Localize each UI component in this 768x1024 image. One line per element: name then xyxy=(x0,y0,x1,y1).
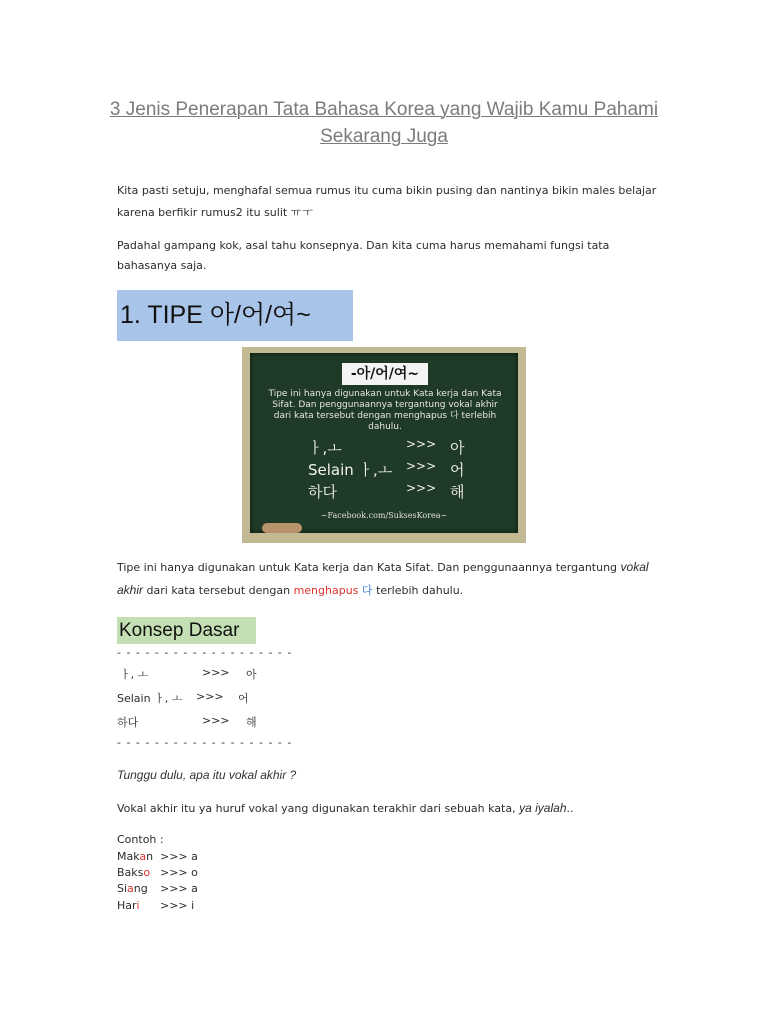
board-footer: ~Facebook.com/SuksesKorea~ xyxy=(320,511,448,520)
page-title: 3 Jenis Penerapan Tata Bahasa Korea yang Wajib Kamu Pahami Sekarang Juga xyxy=(109,99,659,147)
konsep-cond: 하다 xyxy=(117,716,139,729)
chalkboard-image xyxy=(242,347,526,543)
sad-emote: ㅠㅜ xyxy=(290,206,314,219)
board-arrow: >>> xyxy=(406,437,437,451)
konsep-result: 아 xyxy=(246,668,257,681)
konsep-arrow: >>> xyxy=(196,690,224,703)
board-description: Tipe ini hanya digunakan untuk Kata kerja dan Kata Sifat. Dan penggunaannya tergantung vokal akhir dari kata tersebut dengan menghapus 다 terlebih dahulu. xyxy=(268,389,502,432)
section-heading-konsep: Konsep Dasar xyxy=(117,617,256,644)
board-arrow: >>> xyxy=(406,481,437,495)
ya-iyalah-emphasis: ya iyalah xyxy=(519,801,567,815)
section-heading-tipe: 1. TIPE 아/어/여~ xyxy=(117,290,353,341)
board-arrow: >>> xyxy=(406,459,437,473)
intro-text: Kita pasti setuju, menghafal semua rumus itu cuma bikin pusing dan nantinya bikin males belajar karena berfikir rumus2 itu sulit xyxy=(117,184,657,219)
contoh-label: Contoh : xyxy=(117,833,164,846)
dash-divider: - - - - - - - - - - - - - - - - - - - xyxy=(117,646,293,659)
konsep-cond: ㅏ, ㅗ xyxy=(120,668,149,681)
dash-divider: - - - - - - - - - - - - - - - - - - - xyxy=(117,736,293,749)
chalkboard xyxy=(250,353,518,533)
board-result: 어 xyxy=(450,461,465,479)
question-text: Tunggu dulu, apa itu vokal akhir ? xyxy=(117,768,297,782)
example-arrow: >>> i xyxy=(160,899,195,912)
konsep-arrow: >>> xyxy=(202,714,230,727)
eraser xyxy=(262,523,302,533)
example-arrow: >>> a xyxy=(160,882,198,895)
example-word: Siang xyxy=(117,882,148,895)
konsep-result: 어 xyxy=(238,692,249,705)
da-highlight: 다 xyxy=(361,584,373,597)
board-result: 아 xyxy=(450,439,465,457)
board-cond: ㅏ,ㅗ xyxy=(308,439,342,457)
explanation-paragraph: Tipe ini hanya digunakan untuk Kata kerja dan Kata Sifat. Dan penggunaannya tergantung vokal akhir dari kata tersebut dengan menghapus 다 terlebih dahulu. xyxy=(117,560,649,597)
board-cond: Selain ㅏ,ㅗ xyxy=(308,461,393,479)
konsep-arrow: >>> xyxy=(202,666,230,679)
example-arrow: >>> a xyxy=(160,850,198,863)
example-word: Bakso xyxy=(117,866,151,879)
konsep-result: 해 xyxy=(246,716,257,729)
menghapus-highlight: menghapus xyxy=(293,584,359,597)
board-result: 해 xyxy=(450,483,465,501)
intro-paragraph-2: Padahal gampang kok, asal tahu konsepnya. Dan kita cuma harus memahami fungsi tata bahasanya saja. xyxy=(117,239,610,272)
example-word: Hari xyxy=(117,899,140,912)
example-word: Makan xyxy=(117,850,154,863)
board-title: -아/어/여~ xyxy=(342,363,428,385)
intro-paragraph xyxy=(117,180,657,224)
answer-paragraph: Vokal akhir itu ya huruf vokal yang digunakan terakhir dari sebuah kata, ya iyalah.. xyxy=(117,801,574,815)
vokal-akhir-emphasis: vokal akhir xyxy=(117,560,649,597)
example-arrow: >>> o xyxy=(160,866,198,879)
board-cond: 하다 xyxy=(308,483,337,501)
konsep-cond: Selain ㅏ, ㅗ xyxy=(117,692,183,705)
